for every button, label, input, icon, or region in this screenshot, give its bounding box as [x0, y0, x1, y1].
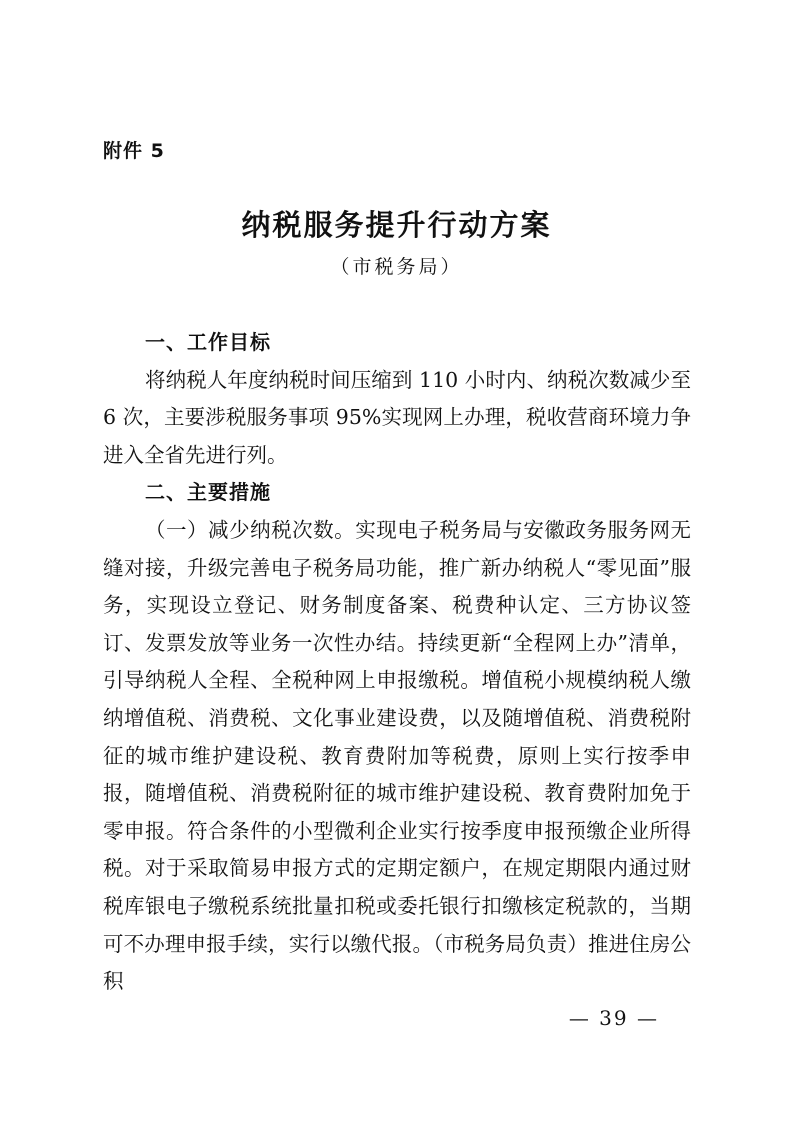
page-number: — 39 — — [568, 1006, 659, 1030]
section-heading-goals: 一、工作目标 — [145, 330, 271, 354]
attachment-label: 附件 5 — [103, 140, 165, 162]
section-text-goals: 将纳税人年度纳税时间压缩到 110 小时内、纳税次数减少至 6 次，主要涉税服务事项 95%实现网上办理，税收营商环境力争进入全省先进行列。 — [103, 367, 691, 467]
document-body — [103, 324, 691, 1001]
section-heading-measures: 二、主要措施 — [145, 480, 271, 505]
document-subtitle: （市税务局） — [330, 256, 463, 278]
section-text-measures: （一）减少纳税次数。实现电子税务局与安徽政务服务网无缝对接，升级完善电子税务局功能，推广新办纳税人“零见面”服务，实现设立登记、财务制度备案、税费种认定、三方协议签订、发票发放等业务一次性办结。持续更新“全程网上办”清单，引导纳税人全程、全税种网上申报缴税。增值税小规模纳税人缴纳增值税、消费税、文化事业建设费，以及随增值税、消费税附征的城市维护建设税、教育费附加等税费，原则上实行按季申报，随增值税、消费税附征的城市维护建设税、教育费附加免于零申报。符合条件的小型微利企业实行按季度申报预缴企业所得税。对于采取简易申报方式的定期定额户，在规定期限内通过财税库银电子缴税系统批量扣税或委托银行扣缴核定税款的，当期可不办理申报手续，实行以缴代报。（市税务局负责）推进住房公积 — [103, 517, 691, 994]
document-title: 纳税服务提升行动方案 — [241, 208, 552, 242]
